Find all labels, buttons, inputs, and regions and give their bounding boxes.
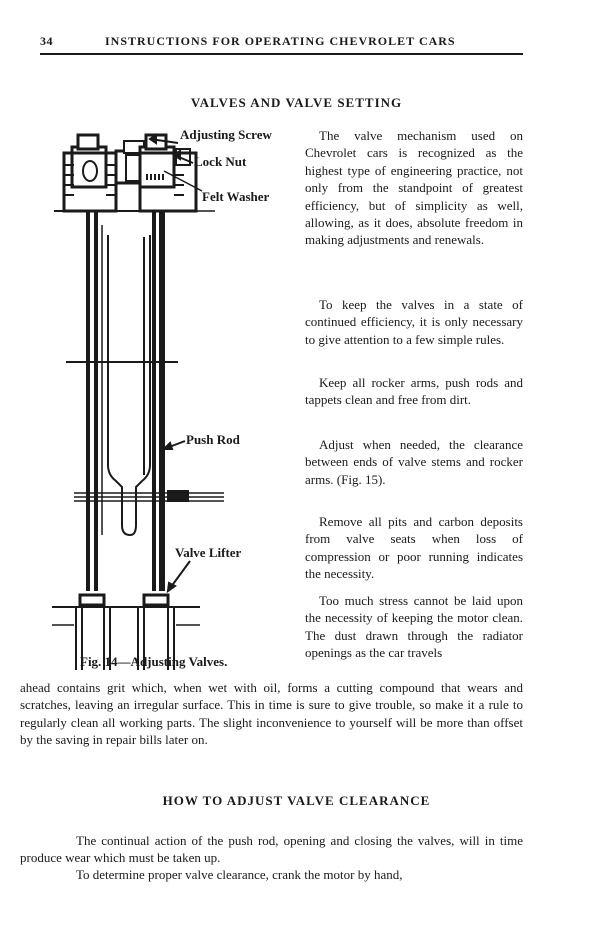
section-title-valves: VALVES AND VALVE SETTING xyxy=(190,95,403,110)
paragraph-determine-clearance: To determine proper valve clearance, crank the motor by hand, xyxy=(76,867,403,882)
running-title: INSTRUCTIONS FOR OPERATING CHEVROLET CARS xyxy=(105,34,456,48)
callout-valve-lifter: Valve Lifter xyxy=(175,545,242,560)
callout-lock-nut: Lock Nut xyxy=(194,154,247,169)
header-rule xyxy=(40,53,523,55)
section-title-valve-clearance: HOW TO ADJUST VALVE CLEARANCE xyxy=(162,793,431,808)
paragraph-valve-mechanism: The valve mechanism used on Chevrolet cars is recognized as the highest type of engineering practice, not only from the standpoint of greatest efficiency, but of simplicity as well, allowing, as it does, absolute freedom in making adjustments and renewals. xyxy=(305,128,523,248)
callout-felt-washer: Felt Washer xyxy=(202,189,270,204)
paragraph-keep-clean: Keep all rocker arms, push rods and tappets clean and free from dirt. xyxy=(305,375,523,408)
page-number: 34 xyxy=(40,34,53,48)
paragraph-motor-clean-start: Too much stress cannot be laid upon the necessity of keeping the motor clean. The dust drawn through the radiator openings as the car travels xyxy=(305,593,523,661)
paragraph-remove-carbon: Remove all pits and carbon deposits from valve seats when loss of compression or poor running indicates the necessity. xyxy=(305,514,523,582)
paragraph-continued-efficiency: To keep the valves in a state of continued efficiency, it is only necessary to give attention to a few simple rules. xyxy=(305,297,523,347)
callout-adjusting-screw: Adjusting Screw xyxy=(180,127,272,142)
callout-push-rod: Push Rod xyxy=(186,432,240,447)
paragraph-motor-clean-continued: ahead contains grit which, when wet with oil, forms a cutting compound that wears and scratches, leaving an irregular surface. This in time is sure to give trouble, so make it a rule to regularly clean all working parts. The slight inconvenience to yourself will be more than offset by the saving in repair bills later on. xyxy=(20,680,523,748)
paragraph-push-rod-wear: The continual action of the push rod, opening and closing the valves, will in time produce wear which must be taken up. xyxy=(20,833,523,866)
figure-caption: Fig. 14—Adjusting Valves. xyxy=(80,654,228,669)
valve-diagram-illustration xyxy=(30,125,310,670)
figure-adjusting-valves xyxy=(30,125,310,670)
paragraph-adjust-clearance: Adjust when needed, the clearance between ends of valve stems and rocker arms. (Fig. 15). xyxy=(305,437,523,487)
